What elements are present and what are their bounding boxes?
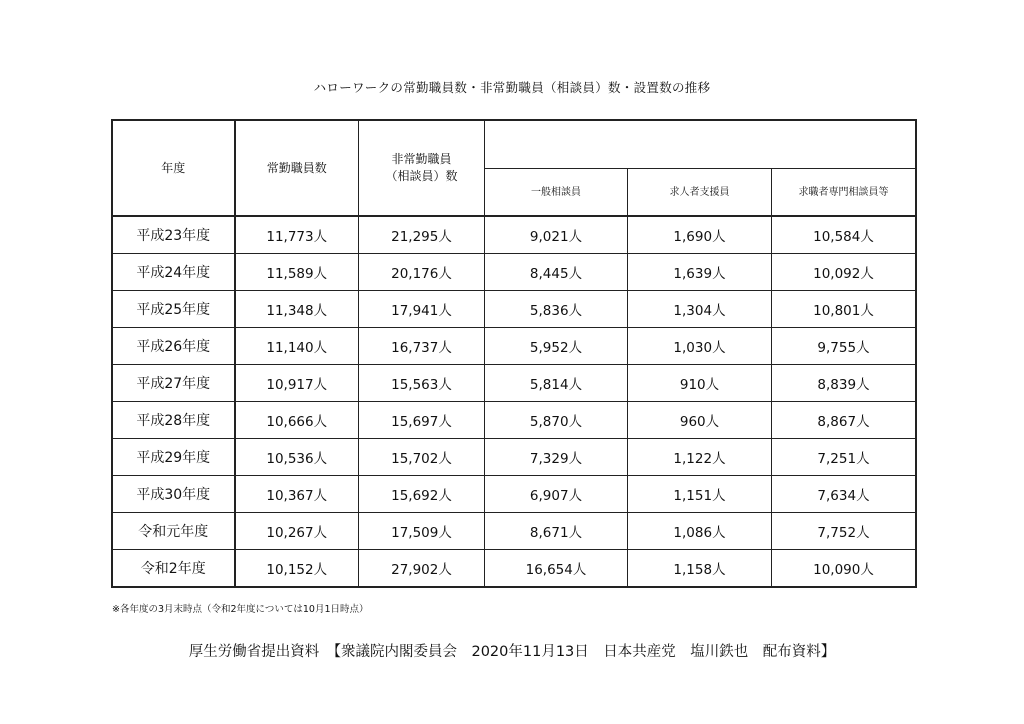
cell-parttime: 27,902人 [359, 550, 485, 587]
cell-year: 平成23年度 [113, 216, 235, 254]
cell-year: 平成24年度 [113, 254, 235, 291]
cell-specialist: 7,251人 [772, 439, 916, 476]
cell-employer: 1,151人 [628, 476, 772, 513]
table-row [113, 476, 916, 513]
cell-employer: 960人 [628, 402, 772, 439]
cell-year: 平成29年度 [113, 439, 235, 476]
table-row [113, 216, 916, 254]
cell-year: 平成30年度 [113, 476, 235, 513]
table-row [113, 402, 916, 439]
cell-parttime: 15,702人 [359, 439, 485, 476]
cell-year: 令和元年度 [113, 513, 235, 550]
footer-source: 厚生労働省提出資料 【衆議院内閣委員会 2020年11月13日 日本共産党 塩川鉄也 配布資料】 [188, 644, 836, 660]
cell-general: 5,814人 [485, 365, 628, 402]
header-year: 年度 [113, 121, 235, 217]
cell-employer: 1,639人 [628, 254, 772, 291]
cell-parttime: 17,941人 [359, 291, 485, 328]
cell-specialist: 10,090人 [772, 550, 916, 587]
table-row [113, 365, 916, 402]
header-fulltime: 常勤職員数 [235, 121, 359, 217]
cell-general: 9,021人 [485, 216, 628, 254]
cell-year: 平成28年度 [113, 402, 235, 439]
cell-fulltime: 11,773人 [235, 216, 359, 254]
cell-specialist: 9,755人 [772, 328, 916, 365]
document-title: ハローワークの常勤職員数・非常勤職員（相談員）数・設置数の推移 [313, 80, 711, 95]
cell-employer: 1,304人 [628, 291, 772, 328]
cell-fulltime: 11,140人 [235, 328, 359, 365]
cell-general: 6,907人 [485, 476, 628, 513]
table-row [113, 254, 916, 291]
cell-general: 5,870人 [485, 402, 628, 439]
cell-specialist: 10,092人 [772, 254, 916, 291]
header-breakdown-blank [485, 121, 916, 169]
table-row [113, 291, 916, 328]
cell-parttime: 15,697人 [359, 402, 485, 439]
cell-fulltime: 10,367人 [235, 476, 359, 513]
cell-employer: 1,030人 [628, 328, 772, 365]
cell-employer: 910人 [628, 365, 772, 402]
cell-year: 令和2年度 [113, 550, 235, 587]
cell-specialist: 8,867人 [772, 402, 916, 439]
cell-year: 平成25年度 [113, 291, 235, 328]
cell-specialist: 7,634人 [772, 476, 916, 513]
footnote: ※各年度の3月末時点（令和2年度については10月1日時点） [112, 604, 369, 615]
cell-year: 平成26年度 [113, 328, 235, 365]
cell-general: 7,329人 [485, 439, 628, 476]
header-parttime-line1: 非常勤職員 [391, 152, 452, 166]
cell-general: 5,836人 [485, 291, 628, 328]
cell-parttime: 20,176人 [359, 254, 485, 291]
cell-fulltime: 10,917人 [235, 365, 359, 402]
cell-parttime: 15,563人 [359, 365, 485, 402]
cell-specialist: 10,584人 [772, 216, 916, 254]
table-row [113, 439, 916, 476]
cell-general: 16,654人 [485, 550, 628, 587]
cell-employer: 1,086人 [628, 513, 772, 550]
cell-fulltime: 10,152人 [235, 550, 359, 587]
cell-parttime: 17,509人 [359, 513, 485, 550]
cell-parttime: 15,692人 [359, 476, 485, 513]
table-row [113, 513, 916, 550]
cell-parttime: 16,737人 [359, 328, 485, 365]
table-row [113, 328, 916, 365]
cell-fulltime: 11,589人 [235, 254, 359, 291]
cell-fulltime: 10,666人 [235, 402, 359, 439]
cell-general: 5,952人 [485, 328, 628, 365]
table-body [113, 216, 916, 587]
cell-year: 平成27年度 [113, 365, 235, 402]
cell-fulltime: 11,348人 [235, 291, 359, 328]
cell-specialist: 8,839人 [772, 365, 916, 402]
cell-general: 8,445人 [485, 254, 628, 291]
cell-general: 8,671人 [485, 513, 628, 550]
header-general: 一般相談員 [485, 169, 628, 217]
table-row [113, 550, 916, 587]
header-parttime [359, 121, 485, 217]
cell-employer: 1,690人 [628, 216, 772, 254]
cell-fulltime: 10,267人 [235, 513, 359, 550]
staff-table [112, 120, 916, 587]
cell-employer: 1,122人 [628, 439, 772, 476]
cell-parttime: 21,295人 [359, 216, 485, 254]
header-specialist: 求職者専門相談員等 [772, 169, 916, 217]
cell-fulltime: 10,536人 [235, 439, 359, 476]
cell-specialist: 10,801人 [772, 291, 916, 328]
header-employer: 求人者支援員 [628, 169, 772, 217]
cell-specialist: 7,752人 [772, 513, 916, 550]
cell-employer: 1,158人 [628, 550, 772, 587]
header-parttime-line2: （相談員）数 [385, 169, 458, 183]
